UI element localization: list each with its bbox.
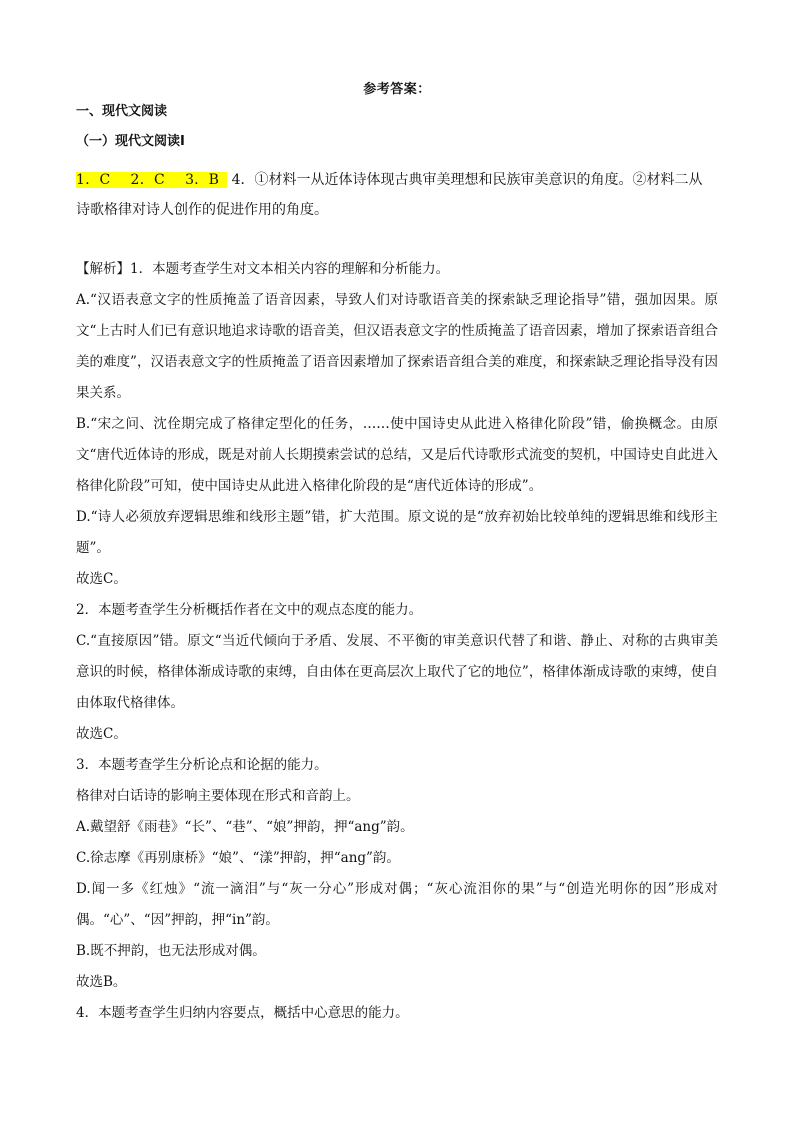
paragraph: B.既不押韵，也无法形成对偶。 — [76, 943, 266, 959]
highlighted-answers — [76, 172, 227, 188]
answer-3: 3．B — [185, 172, 220, 188]
paragraph: 【解析】1．本题考查学生对文本相关内容的理解和分析能力。 — [76, 261, 450, 277]
answer-2: 2．C — [130, 172, 166, 188]
paragraph: D.“诗人必须放弃逻辑思维和线形主题”错，扩大范围。原文说的是“放弃初始比较单纯的逻辑思维和线形主题”。 — [76, 509, 718, 556]
paragraph: C.“直接原因”错。原文“当近代倾向于矛盾、发展、不平衡的审美意识代替了和谐、静止、对称的古典审美意识的时候，格律体渐成诗歌的束缚，自由体在更高层次上取代了它的地位”，格律体渐成诗歌的束缚，使自由体取代格律体。 — [76, 633, 718, 711]
paragraph: A.“汉语表意文字的性质掩盖了语音因素，导致人们对诗歌语音美的探索缺乏理论指导”错，强加因果。原文“上古时人们已有意识地追求诗歌的语音美，但汉语表意文字的性质掩盖了语音因素，增加了探索语音组合美的难度”，汉语表意文字的性质掩盖了语音因素增加了探索语音组合美的难度，和探索缺乏理论指导没有因果关系。 — [76, 292, 718, 401]
page-title: 参考答案： — [363, 82, 431, 97]
paragraph: 2．本题考查学生分析概括作者在文中的观点态度的能力。 — [76, 602, 423, 618]
answer-1: 1．C — [76, 172, 111, 188]
section-heading: 一、现代文阅读 — [76, 104, 168, 119]
paragraph: 故选C。 — [76, 726, 127, 742]
subsection-heading: （一）现代文阅读Ⅰ — [76, 134, 185, 149]
analysis-body — [76, 254, 718, 1029]
paragraph: C.徐志摩《再别康桥》“娘”、“漾”押韵，押“ang”韵。 — [76, 850, 400, 866]
paragraph: A.戴望舒《雨巷》“长”、“巷”、“娘”押韵，押“ang”韵。 — [76, 819, 414, 835]
answer-4: 4．①材料一从近体诗体现古典审美理想和民族审美意识的角度。②材料二从诗歌格律对诗人创作的促进作用的角度。 — [76, 172, 703, 218]
paragraph: 故选B。 — [76, 974, 127, 990]
paragraph: B.“宋之问、沈佺期完成了格律定型化的任务，……使中国诗史从此进入格律化阶段”错，偷换概念。由原文“唐代近体诗的形成，既是对前人长期摸索尝试的总结，又是后代诗歌形式流变的契机，中国诗史自此进入格律化阶段”可知，使中国诗史从此进入格律化阶段的是“唐代近体诗的形成”。 — [76, 416, 718, 494]
paragraph: 4．本题考查学生归纳内容要点，概括中心意思的能力。 — [76, 1005, 409, 1021]
paragraph: 故选C。 — [76, 571, 127, 587]
answer-key — [76, 165, 716, 225]
paragraph: 3．本题考查学生分析论点和论据的能力。 — [76, 757, 328, 773]
paragraph: D.闻一多《红烛》“流一滴泪”与“灰一分心”形成对偶；“灰心流泪你的果”与“创造光明你的因”形成对偶。“心”、“因”押韵，押“in”韵。 — [76, 881, 718, 928]
paragraph: 格律对白话诗的影响主要体现在形式和音韵上。 — [76, 788, 360, 804]
